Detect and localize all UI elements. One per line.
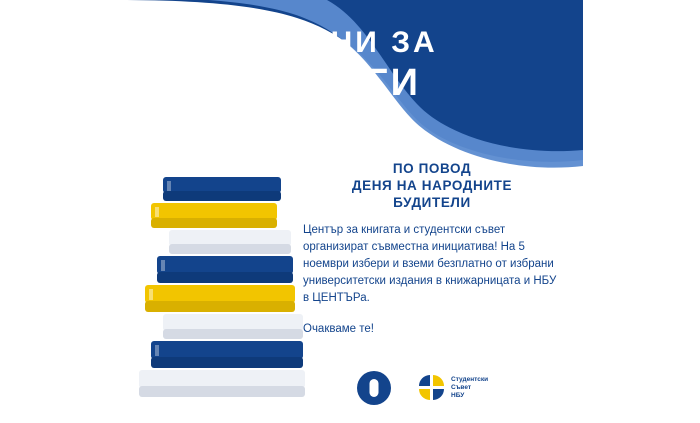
title-line-1: БУДНИ ЗА bbox=[262, 26, 438, 59]
poster-body-text bbox=[303, 222, 565, 338]
poster-subtitle bbox=[297, 160, 567, 211]
student-council-line-3: НБУ bbox=[451, 392, 465, 399]
body-paragraph-2: Очакваме те! bbox=[303, 323, 374, 335]
subtitle-line-3: БУДИТЕЛИ bbox=[393, 195, 471, 210]
title-line-2: КНИГИ bbox=[279, 62, 421, 104]
student-council-line-1: Студентски bbox=[451, 376, 489, 383]
logo-row bbox=[357, 371, 488, 405]
student-council-logo bbox=[419, 375, 488, 401]
poster-canvas bbox=[117, 0, 583, 423]
poster-title bbox=[117, 26, 583, 104]
student-council-wordmark bbox=[451, 376, 488, 400]
nbu-circle-logo-icon bbox=[357, 371, 391, 405]
body-paragraph-1: Център за книгата и студентски съвет организират съвместна инициатива! На 5 ноември избери и вземи безплатно от избрани университетски издания в книжарницата и НБУ в ЦЕНТЪРа. bbox=[303, 224, 557, 304]
student-council-line-2: Съвет bbox=[451, 384, 472, 391]
student-council-mark-icon bbox=[419, 375, 445, 401]
subtitle-line-1: ПО ПОВОД bbox=[392, 161, 472, 176]
subtitle-line-2: ДЕНЯ НА НАРОДНИТЕ bbox=[351, 178, 513, 193]
